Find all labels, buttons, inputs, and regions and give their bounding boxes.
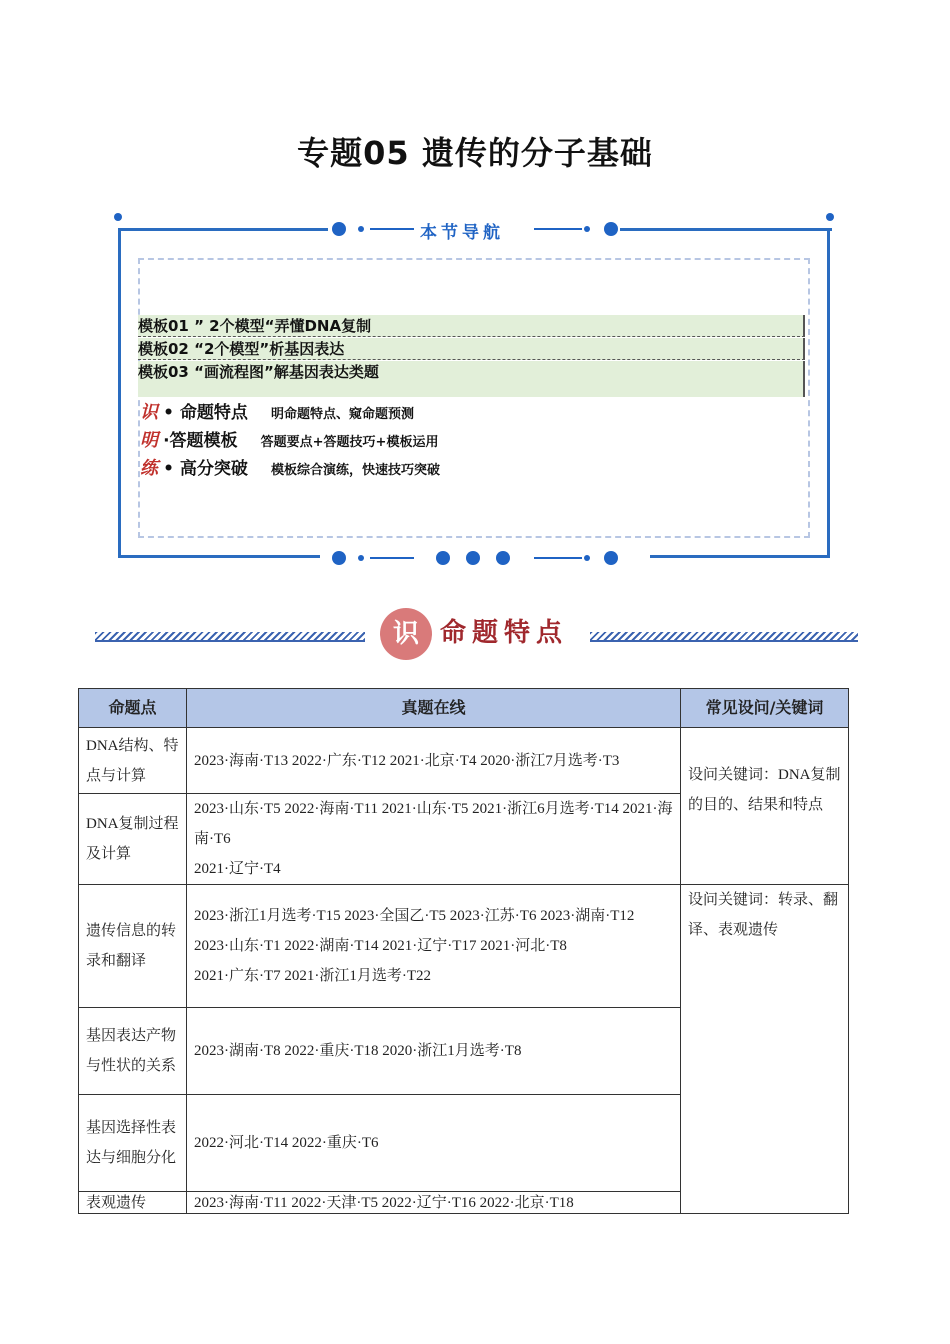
topic-cell: 基因选择性表达与细胞分化 <box>79 1095 187 1192</box>
corner-dot-icon <box>114 213 122 221</box>
dot-icon <box>466 551 480 565</box>
table-row <box>79 728 849 794</box>
exam-cell: 2023·浙江1月选考·T15 2023·全国乙·T5 2023·江苏·T6 2023·湖南·T12 2023·山东·T1 2022·湖南·T14 2021·辽宁·T17 2021·河北·T8 2021·广东·T7 2021·浙江1月选考·T22 <box>187 885 681 1008</box>
table-header-row <box>79 689 849 728</box>
keyword-cell: 设问关键词：DNA复制的目的、结果和特点 <box>681 728 849 885</box>
bottom-line <box>370 557 414 559</box>
exam-cell: 2023·湖南·T8 2022·重庆·T18 2020·浙江1月选考·T8 <box>187 1008 681 1095</box>
keyword-cell: 设问关键词：转录、翻译、表观遗传 <box>681 885 849 1214</box>
header-cell: 真题在线 <box>187 689 681 728</box>
topic-cell: 基因表达产物与性状的关系 <box>79 1008 187 1095</box>
heading-line <box>534 228 582 230</box>
dot-icon <box>604 551 618 565</box>
dot-icon <box>496 551 510 565</box>
template-item[interactable]: 模板03 “画流程图”解基因表达类题 <box>138 361 805 397</box>
template-item[interactable]: 模板01 ” 2个模型“弄懂DNA复制 <box>138 315 805 337</box>
frame-top-left <box>118 228 328 231</box>
dot-icon <box>332 222 346 236</box>
topic-cell: 遗传信息的转录和翻译 <box>79 885 187 1008</box>
feature-row <box>140 398 414 424</box>
heading-line <box>370 228 414 230</box>
frame-top-right <box>620 228 832 231</box>
dot-icon <box>584 226 590 232</box>
topic-cell: DNA复制过程及计算 <box>79 794 187 885</box>
dot-icon <box>436 551 450 565</box>
dot-icon <box>604 222 618 236</box>
bottom-line <box>534 557 582 559</box>
dot-icon <box>332 551 346 565</box>
topic-cell: 表观遗传 <box>79 1192 187 1214</box>
header-cell: 命题点 <box>79 689 187 728</box>
feature-char: 明 <box>140 430 158 451</box>
section-title: 命题特点 <box>440 618 569 648</box>
bottom-gap <box>320 550 650 568</box>
exam-cell: 2023·海南·T13 2022·广东·T12 2021·北京·T4 2020·浙江7月选考·T3 <box>187 728 681 794</box>
exam-table <box>78 688 849 1214</box>
feature-desc: 答题要点+答题技巧+模板运用 <box>260 435 439 450</box>
feature-char: 练 <box>140 458 158 479</box>
table-row <box>79 885 849 1008</box>
banner-stripe <box>590 632 858 642</box>
feature-row <box>140 426 438 452</box>
feature-label: ·答题模板 <box>163 431 238 451</box>
nav-heading: 本节导航 <box>420 223 504 243</box>
dot-icon <box>584 555 590 561</box>
dot-icon <box>358 555 364 561</box>
feature-label: • 高分突破 <box>163 459 248 479</box>
template-item[interactable]: 模板02 “2个模型”析基因表达 <box>138 338 805 360</box>
exam-cell: 2022·河北·T14 2022·重庆·T6 <box>187 1095 681 1192</box>
banner-stripe <box>95 632 365 642</box>
feature-desc: 模板综合演练，快速技巧突破 <box>270 463 440 478</box>
header-cell: 常见设问/关键词 <box>681 689 849 728</box>
feature-row <box>140 454 440 480</box>
exam-cell: 2023·山东·T5 2022·海南·T11 2021·山东·T5 2021·浙江6月选考·T14 2021·海南·T6 2021·辽宁·T4 <box>187 794 681 885</box>
feature-desc: 明命题特点、窥命题预测 <box>270 407 414 422</box>
exam-cell: 2023·海南·T11 2022·天津·T5 2022·辽宁·T16 2022·北京·T18 <box>187 1192 681 1214</box>
dot-icon <box>358 226 364 232</box>
seal-icon: 识 <box>380 608 432 660</box>
feature-char: 识 <box>140 402 158 423</box>
topic-cell: DNA结构、特点与计算 <box>79 728 187 794</box>
corner-dot-icon <box>826 213 834 221</box>
page-title: 专题05 遗传的分子基础 <box>297 134 653 172</box>
feature-label: • 命题特点 <box>163 403 248 423</box>
